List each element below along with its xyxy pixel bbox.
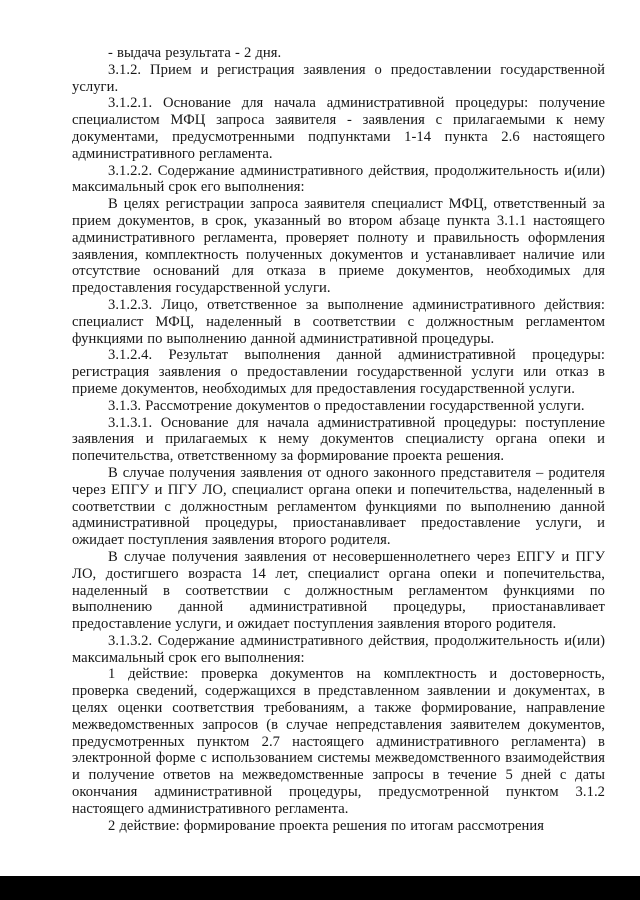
- document-body: [72, 45, 605, 834]
- paragraph-parent-application: В случае получения заявления от одного законного представителя – родителя через ЕПГУ и ПГУ ЛО, специалист органа опеки и попечительства, наделенный в соответствии с должностным регламентом функциями по выполнению данной административной процедуры, приостанавливает предоставление услуги, и ожидает поступления заявления второго родителя.: [72, 464, 605, 549]
- paragraph-3-1-2-3: 3.1.2.3. Лицо, ответственное за выполнение административного действия: специалист МФЦ, наделенный в соответствии с должностным регламентом функциями по выполнению данной административной процедуры.: [72, 296, 605, 347]
- paragraph-3-1-3-2: 3.1.3.2. Содержание административного действия, продолжительность и(или) максимальный срок его выполнения:: [72, 632, 605, 666]
- paragraph-3-1-2-4: 3.1.2.4. Результат выполнения данной административной процедуры: регистрация заявления о предоставлении государственной услуги или отказ в приеме документов, необходимых для предоставления государственной услуги.: [72, 347, 605, 397]
- paragraph-registration-check: В целях регистрации запроса заявителя специалист МФЦ, ответственный за прием документов, в срок, указанный во втором абзаце пункта 3.1.1 настоящего административного регламента, проверяет полноту и правильность оформления заявления, комплектность полученных документов и устанавливает наличие или отсутствие оснований для отказа в приеме документов, необходимых для предоставления государственной услуги.: [72, 196, 605, 297]
- paragraph-3-1-3-1: 3.1.3.1. Основание для начала административной процедуры: поступление заявления и прилагаемых к нему документов специалисту органа опеки и попечительства, ответственному за формирование проекта решения.: [72, 414, 605, 465]
- paragraph-3-1-2: 3.1.2. Прием и регистрация заявления о предоставлении государственной услуги.: [72, 61, 605, 95]
- paragraph-minor-application: В случае получения заявления от несовершеннолетнего через ЕПГУ и ПГУ ЛО, достигшего возраста 14 лет, специалист органа опеки и попечительства, наделенный в соответствии с должностным регламентом функциями по выполнению данной административной процедуры, приостанавливает предоставление услуги, и ожидает поступления заявления второго родителя.: [72, 548, 605, 633]
- paragraph-3-1-2-2: 3.1.2.2. Содержание административного действия, продолжительность и(или) максимальный срок его выполнения:: [72, 162, 605, 196]
- paragraph-action-2: 2 действие: формирование проекта решения по итогам рассмотрения: [108, 817, 544, 834]
- paragraph-result-issuance: - выдача результата - 2 дня.: [108, 45, 282, 61]
- paragraph-action-1: 1 действие: проверка документов на комплектность и достоверность, проверка сведений, содержащихся в представленном заявлении и документах, в целях оценки соответствия требованиям, а также формирование, направление межведомственных запросов (в случае непредставления заявителем документов, предусмотренных пунктом 2.7 настоящего административного регламента) в электронной форме с использованием системы межведомственного взаимодействия и получение ответов на межведомственные запросы в течение 5 дней с даты окончания административной процедуры, предусмотренной пунктом 3.1.2 настоящего административного регламента.: [72, 666, 605, 817]
- paragraph-3-1-3: 3.1.3. Рассмотрение документов о предоставлении государственной услуги.: [108, 397, 585, 414]
- scan-bottom-edge: [0, 876, 640, 900]
- paragraph-3-1-2-1: 3.1.2.1. Основание для начала административной процедуры: получение специалистом МФЦ запроса заявителя - заявления с прилагаемыми к нему документами, предусмотренными подпунктами 1-14 пункта 2.6 настоящего административного регламента.: [72, 95, 605, 162]
